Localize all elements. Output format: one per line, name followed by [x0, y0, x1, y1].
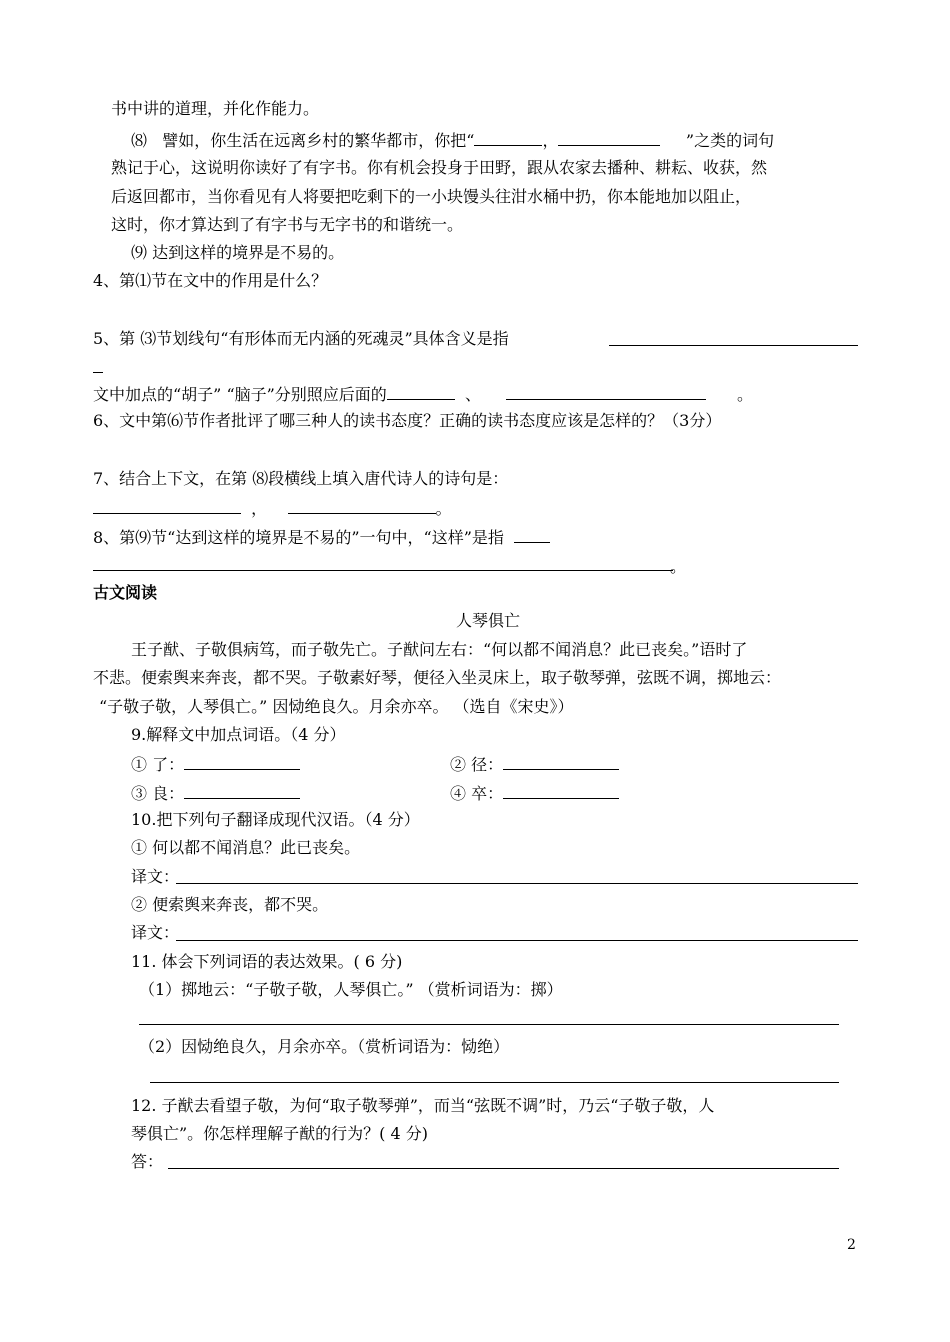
question-5 [93, 329, 509, 349]
classical-text-line1: 王子猷、子敬俱病笃，而子敬先亡。子猷问左右：“何以都不闻消息？此已丧矣。”语时了 [131, 640, 748, 659]
question-10-answer-line-2[interactable] [176, 940, 858, 941]
question-9-item-2-label: ② 径： [450, 755, 504, 774]
passage-p9: ⑼ 达到这样的境界是不易的。 [131, 243, 345, 262]
classical-title: 人琴俱亡 [456, 611, 521, 630]
question-5-end: 。 [736, 385, 753, 404]
question-9-blank-2[interactable] [503, 753, 619, 770]
classical-text-line2: 不悲。便索舆来奔丧，都不哭。子敬素好琴，便径入坐灵床上，取子敬琴弹，弦既不调，掷地云： [93, 668, 782, 687]
question-11: 11. 体会下列词语的表达效果。( 6 分) [131, 952, 403, 971]
question-9-blank-4[interactable] [503, 782, 619, 799]
question-11-item-2: （2）因恸绝良久，月余亦卒。（赏析词语为：恸绝） [139, 1037, 510, 1056]
question-9-item-2 [450, 753, 619, 775]
question-8-blank[interactable] [514, 526, 550, 543]
question-5-sep: 、 [464, 385, 481, 404]
question-7-comma: ， [251, 499, 268, 518]
question-10-item-2: ② 便索舆来奔丧，都不哭。 [131, 895, 329, 914]
question-12-answer-line[interactable] [168, 1168, 839, 1169]
question-6: 6、文中第⑹节作者批评了哪三种人的读书态度？正确的读书态度应该是怎样的？（3分） [93, 411, 722, 430]
question-5-blank-1[interactable] [387, 383, 455, 400]
question-11-answer-line-1[interactable] [139, 1024, 839, 1025]
question-12-line1: 12. 子猷去看望子敬，为何“取子敬琴弹”，而当“弦既不调”时，乃云“子敬子敬，人 [131, 1096, 715, 1115]
question-10: 10.把下列句子翻译成现代汉语。（4 分） [131, 810, 420, 829]
question-8-end: 。 [670, 557, 687, 576]
question-5-answer-line[interactable] [609, 345, 858, 346]
question-10-answer-line-1[interactable] [176, 883, 858, 884]
question-9-item-4 [450, 782, 619, 804]
passage-p8-line2: 熟记于心，这说明你读好了有字书。你有机会投身于田野，跟从农家去播种、耕耘、收获，然 [111, 158, 768, 177]
passage-p8-line3: 后返回都市，当你看见有人将要把吃剩下的一小块馒头往泔水桶中扔，你本能地加以阻止， [111, 187, 752, 206]
classical-text-line3: “子敬子敬，人琴俱亡。” 因恸绝良久。月余亦卒。 （选自《宋史》） [99, 697, 574, 716]
question-12-answer-label: 答： [131, 1152, 164, 1171]
question-9-blank-1[interactable] [184, 753, 300, 770]
question-8-answer-line[interactable] [93, 570, 673, 571]
question-10-item-1: ① 何以都不闻消息？此已丧矣。 [131, 838, 361, 857]
p8-text-a: 譬如，你生活在远离乡村的繁华都市，你把“ [162, 131, 475, 150]
question-9-item-1-label: ① 了： [131, 755, 185, 774]
poem-blank-1[interactable] [474, 129, 542, 146]
question-7: 7、结合上下文，在第 ⑻段横线上填入唐代诗人的诗句是： [93, 469, 509, 488]
poem-blank-2[interactable] [558, 129, 660, 146]
question-10-answer-label-1: 译文： [131, 867, 180, 886]
paragraph-number: ⑻ [131, 131, 148, 150]
question-10-answer-label-2: 译文： [131, 923, 180, 942]
question-12-line2: 琴俱亡”。你怎样理解子猷的行为？( 4 分) [131, 1124, 429, 1143]
question-7-blank-2[interactable] [288, 497, 436, 514]
passage-p8-line1 [131, 129, 774, 151]
question-11-answer-line-2[interactable] [150, 1082, 839, 1083]
question-9-item-3 [131, 782, 300, 804]
question-8-text: 8、第⑼节“达到这样的境界是不易的”一句中，“这样”是指 [93, 528, 504, 547]
question-11-item-1: （1）掷地云：“子敬子敬，人琴俱亡。” （赏析词语为：掷） [139, 980, 563, 999]
question-5-blank-2[interactable] [506, 383, 706, 400]
p8-comma: ， [542, 131, 559, 150]
question-8 [93, 526, 550, 548]
passage-p8-line4: 这时，你才算达到了有字书与无字书的和谐统一。 [111, 215, 464, 234]
question-5-answer-line-cont[interactable] [93, 372, 103, 373]
question-7-blank-1[interactable] [93, 497, 241, 514]
question-4: 4、第⑴节在文中的作用是什么？ [93, 271, 328, 290]
question-9-item-4-label: ④ 卒： [450, 784, 504, 803]
question-7-end: 。 [435, 499, 452, 518]
question-5-text: 5、第 ⑶节划线句“有形体而无内涵的死魂灵”具体含义是指 [93, 329, 509, 348]
question-9: 9.解释文中加点词语。（4 分） [131, 725, 346, 744]
question-5-followup [93, 383, 753, 405]
question-9-item-3-label: ③ 良： [131, 784, 185, 803]
question-9-item-1 [131, 753, 300, 775]
p8-text-c: ”之类的词句 [685, 131, 775, 150]
question-5-followup-text: 文中加点的“胡子” “脑子”分别照应后面的 [93, 385, 387, 404]
section-heading: 古文阅读 [93, 583, 158, 602]
page-number: 2 [847, 1237, 856, 1253]
question-9-blank-3[interactable] [184, 782, 300, 799]
passage-p7-tail: 书中讲的道理，并化作能力。 [111, 99, 320, 118]
question-7-answer [93, 497, 452, 519]
